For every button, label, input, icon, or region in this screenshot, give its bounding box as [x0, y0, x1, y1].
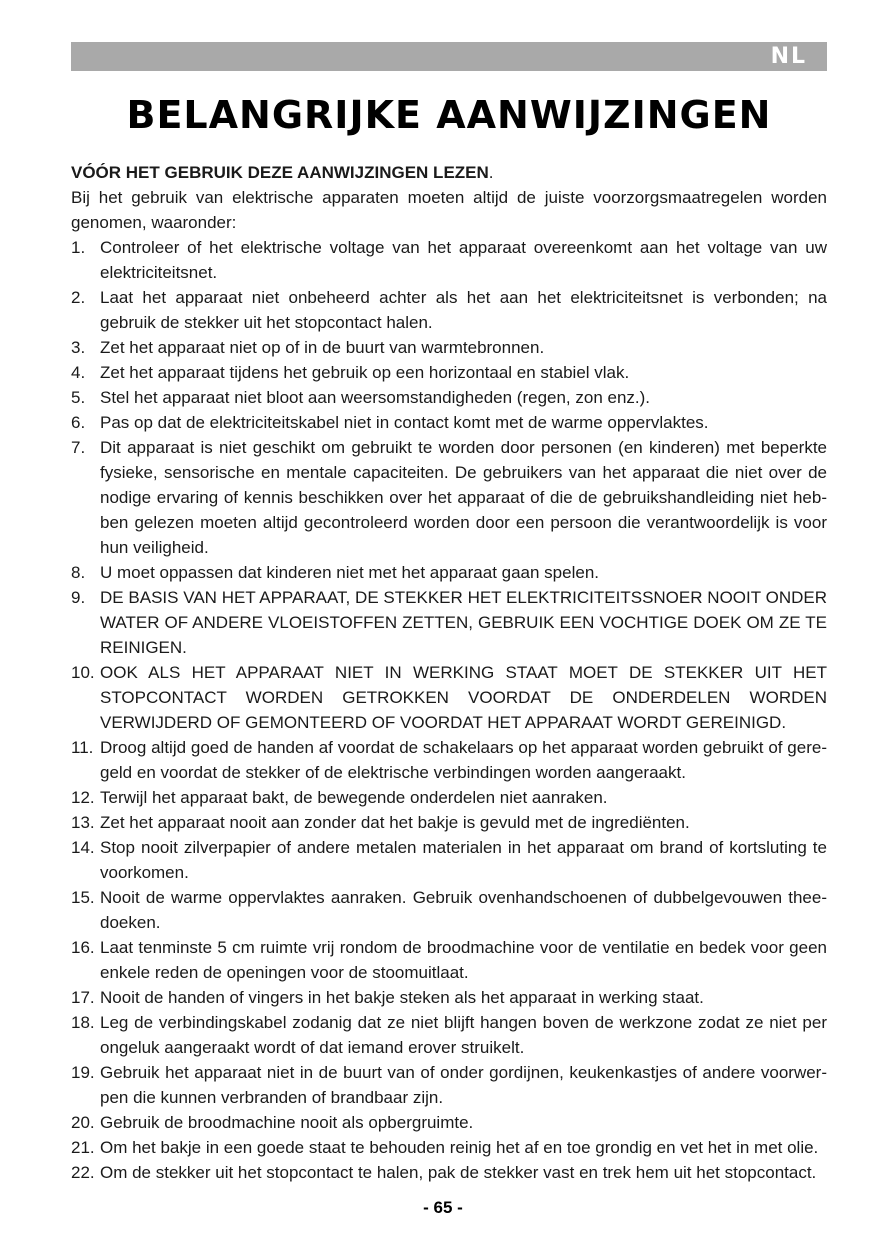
list-item: [71, 410, 827, 435]
list-item-number: 15.: [71, 888, 95, 907]
list-item-number: 4.: [71, 363, 86, 382]
list-item-text: Controleer of het elektrische voltage van het apparaat overeenkomt aan het voltage van uw elektriciteitsnet.: [100, 238, 827, 282]
list-item-number: 11.: [71, 738, 94, 757]
list-item-number: 16.: [71, 938, 95, 957]
list-item: [71, 1160, 827, 1185]
list-item-number: 21.: [71, 1138, 95, 1157]
list-item: [71, 785, 827, 810]
list-item-number: 3.: [71, 338, 86, 357]
list-item-number: 6.: [71, 413, 86, 432]
list-item-text: Gebruik de broodmachine nooit als opbergruimte.: [100, 1113, 474, 1132]
list-item-number: 19.: [71, 1063, 95, 1082]
list-item-number: 7.: [71, 438, 86, 457]
list-item-text: Zet het apparaat nooit aan zonder dat het bakje is gevuld met de ingrediënten.: [100, 813, 690, 832]
list-item-number: 9.: [71, 588, 86, 607]
intro-heading-punct: .: [488, 163, 494, 182]
list-item-text: Om de stekker uit het stopcontact te halen, pak de stekker vast en trek hem uit het stopcontact.: [100, 1163, 817, 1182]
list-item-text: Leg de verbindingskabel zodanig dat ze niet blijft hangen boven de werkzone zodat ze niet per ongeluk aangeraakt wordt of dat iemand erover struikelt.: [100, 1013, 827, 1057]
list-item: [71, 360, 827, 385]
list-item-text: OOK ALS HET APPARAAT NIET IN WERKING STAAT MOET DE STEKKER UIT HET STOPCONTACT WORDEN GETROKKEN VOORDAT DE ONDERDELEN WORDEN VERWIJDERD OF GEMONTEERD OF VOORDAT HET APPARAAT WORDT GEREINIGD.: [100, 663, 827, 732]
list-item: [71, 660, 827, 735]
list-item-number: 2.: [71, 288, 86, 307]
intro-text: Bij het gebruik van elektrische apparaten moeten altijd de juiste voorzorgsmaatregelen worden genomen, waaronder:: [71, 188, 827, 232]
list-item: [71, 835, 827, 885]
list-item: [71, 235, 827, 285]
list-item-text: Zet het apparaat niet op of in de buurt van warmtebronnen.: [100, 338, 545, 357]
list-item-number: 12.: [71, 788, 95, 807]
list-item-text: Droog altijd goed de handen af voordat de schakelaars op het apparaat worden gebruikt of gere-geld en voordat de stekker of de elektrische verbindingen worden aangeraakt.: [100, 738, 827, 782]
list-item-text: Gebruik het apparaat niet in de buurt van of onder gordijnen, keukenkastjes of andere voorwer-pen die kunnen verbranden of brandbaar zijn.: [100, 1063, 827, 1107]
list-item-text: Om het bakje in een goede staat te behouden reinig het af en toe grondig en vet het in met olie.: [100, 1138, 819, 1157]
list-item: [71, 1060, 827, 1110]
list-item-text: Laat tenminste 5 cm ruimte vrij rondom de broodmachine voor de ventilatie en bedek voor geen enkele reden de openingen voor de stoomuitlaat.: [100, 938, 827, 982]
list-item-text: Terwijl het apparaat bakt, de bewegende onderdelen niet aanraken.: [100, 788, 608, 807]
list-item-number: 14.: [71, 838, 95, 857]
intro-heading: VÓÓR HET GEBRUIK DEZE AANWIJZINGEN LEZEN: [71, 163, 489, 182]
list-item-number: 18.: [71, 1013, 95, 1032]
list-item: [71, 985, 827, 1010]
list-item: [71, 435, 827, 560]
list-item-text: Stop nooit zilverpapier of andere metalen materialen in het apparaat om brand of kortsluting te voorkomen.: [100, 838, 827, 882]
page-number: - 65 -: [423, 1198, 463, 1217]
list-item-text: Laat het apparaat niet onbeheerd achter als het aan het elektriciteitsnet is verbonden; na gebruik de stekker uit het stopcontact halen.: [100, 288, 827, 332]
list-item: [71, 585, 827, 660]
list-item: [71, 1110, 827, 1135]
list-item: [71, 885, 827, 935]
list-item: [71, 1010, 827, 1060]
list-item: [71, 335, 827, 360]
list-item: [71, 285, 827, 335]
list-item-number: 13.: [71, 813, 95, 832]
list-item-number: 8.: [71, 563, 86, 582]
list-item-number: 17.: [71, 988, 95, 1007]
list-item-number: 1.: [71, 238, 86, 257]
list-item-text: Stel het apparaat niet bloot aan weersomstandigheden (regen, zon enz.).: [100, 388, 651, 407]
list-item-number: 10.: [71, 663, 95, 682]
list-item-number: 22.: [71, 1163, 95, 1182]
list-item-text: Nooit de warme oppervlaktes aanraken. Gebruik ovenhandschoenen of dubbelgevouwen thee-doeken.: [100, 888, 827, 932]
list-item: [71, 735, 827, 785]
intro-heading-line: [71, 160, 827, 185]
list-item-text: U moet oppassen dat kinderen niet met het apparaat gaan spelen.: [100, 563, 600, 582]
language-code: NL: [770, 44, 807, 69]
language-bar: [71, 42, 827, 71]
list-item-number: 20.: [71, 1113, 95, 1132]
list-item-text: Zet het apparaat tijdens het gebruik op een horizontaal en stabiel vlak.: [100, 363, 630, 382]
list-item-text: Pas op dat de elektriciteitskabel niet in contact komt met de warme oppervlaktes.: [100, 413, 709, 432]
list-item-text: Dit apparaat is niet geschikt om gebruikt te worden door personen (en kinderen) met beperkte fysieke, sensorische en mentale capaciteiten. De gebruikers van het apparaat die niet over de nodige ervaring of kennis beschikken over het apparaat of die de gebruikshandleiding niet heb-ben gelezen moeten altijd gecontroleerd worden door een persoon die verantwoordelijk is voor hun veiligheid.: [100, 438, 827, 557]
list-item: [71, 810, 827, 835]
list-item: [71, 560, 827, 585]
list-item: [71, 385, 827, 410]
list-item-number: 5.: [71, 388, 86, 407]
page-title: BELANGRIJKE AANWIJZINGEN: [126, 93, 772, 137]
list-item-text: DE BASIS VAN HET APPARAAT, DE STEKKER HET ELEKTRICITEITSSNOER NOOIT ONDER WATER OF ANDERE VLOEISTOFFEN ZETTEN, GEBRUIK EEN VOCHTIGE DOEK OM ZE TE REINIGEN.: [100, 588, 827, 657]
list-item-text: Nooit de handen of vingers in het bakje steken als het apparaat in werking staat.: [100, 988, 704, 1007]
list-item: [71, 935, 827, 985]
list-item: [71, 1135, 827, 1160]
instructions-content: [71, 160, 827, 1185]
instruction-list: [71, 235, 827, 1185]
